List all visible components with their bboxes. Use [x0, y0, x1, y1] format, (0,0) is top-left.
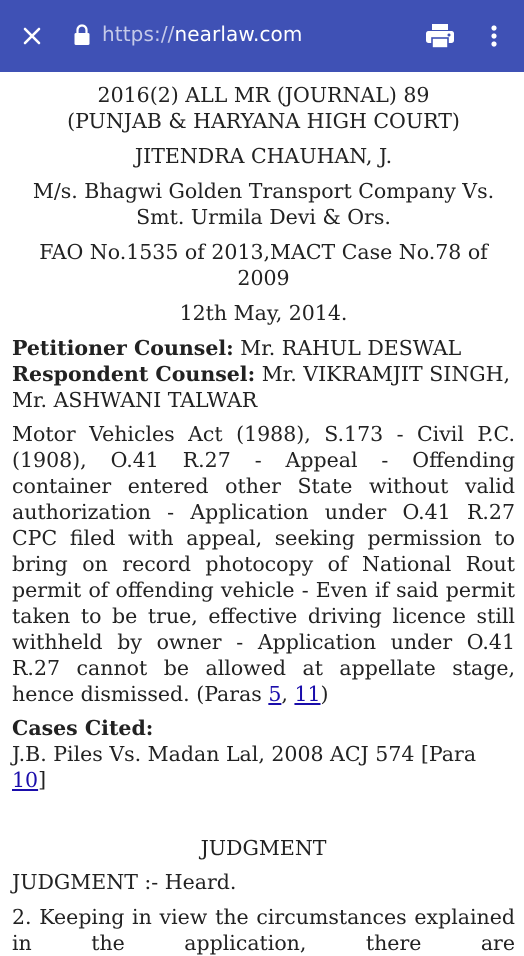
para-link-10[interactable]: 10	[12, 768, 39, 792]
parties-line-2: Smt. Urmila Devi & Ors.	[136, 205, 391, 229]
judgment-line: JUDGMENT :- Heard.	[12, 870, 237, 894]
judge-name: JITENDRA CHAUHAN, J.	[134, 144, 393, 168]
close-icon	[22, 26, 42, 46]
para-link-11[interactable]: 11	[294, 682, 321, 706]
close-button[interactable]	[14, 18, 50, 54]
cases-cited-heading: Cases Cited:	[12, 716, 154, 740]
para-link-5[interactable]: 5	[268, 682, 282, 706]
judgment-date: 12th May, 2014.	[179, 301, 348, 325]
document-body	[12, 80, 515, 956]
summary-text: Motor Vehicles Act (1988), S.173 - Civil P.C. (1908), O.41 R.27 - Appeal - Offending container entered other State without valid authorization - Application under O.41 R.27 CPC filed with appeal, seeking permission to bring on record photocopy of National Rout permit of offending vehicle - Even if said permit taken to be true, effective driving licence still withheld by owner - Application under O.41 R.27 cannot be allowed at appellate stage, hence dismissed. (Paras	[12, 422, 515, 706]
print-icon	[426, 23, 454, 49]
cited-case	[12, 741, 515, 793]
url-bar[interactable]	[102, 22, 302, 46]
court-name: (PUNJAB & HARYANA HIGH COURT)	[67, 109, 460, 133]
citation: 2016(2) ALL MR (JOURNAL) 89	[97, 83, 430, 107]
cited-case-close: ]	[38, 768, 47, 792]
cited-case-text: J.B. Piles Vs. Madan Lal, 2008 ACJ 574 [Para	[12, 742, 477, 766]
more-vert-icon	[490, 24, 498, 48]
headnote-summary	[12, 421, 515, 707]
browser-toolbar	[0, 0, 524, 72]
respondent-label: Respondent Counsel:	[12, 362, 256, 386]
url-host: nearlaw.com	[174, 22, 303, 46]
judgment-heading: JUDGMENT	[200, 836, 327, 860]
print-button[interactable]	[422, 20, 458, 52]
summary-separator: ,	[281, 682, 295, 706]
paragraph-2: 2. Keeping in view the circumstances explained in the application, there are	[12, 905, 515, 955]
url-scheme: https://	[102, 22, 175, 46]
counsel-section	[12, 335, 515, 413]
summary-close: )	[320, 682, 329, 706]
respondent-counsel	[12, 361, 515, 413]
parties	[12, 178, 515, 230]
respondent-value: Mr. VIKRAMJIT SINGH, Mr. ASHWANI TALWAR	[12, 362, 511, 412]
petitioner-counsel	[12, 335, 515, 361]
more-options-button[interactable]	[480, 20, 508, 52]
petitioner-label: Petitioner Counsel:	[12, 336, 234, 360]
case-number: FAO No.1535 of 2013,MACT Case No.78 of 2009	[39, 240, 488, 290]
petitioner-value: Mr. RAHUL DESWAL	[233, 336, 462, 360]
lock-icon	[73, 24, 91, 46]
parties-line-1: M/s. Bhagwi Golden Transport Company Vs.	[32, 179, 495, 203]
